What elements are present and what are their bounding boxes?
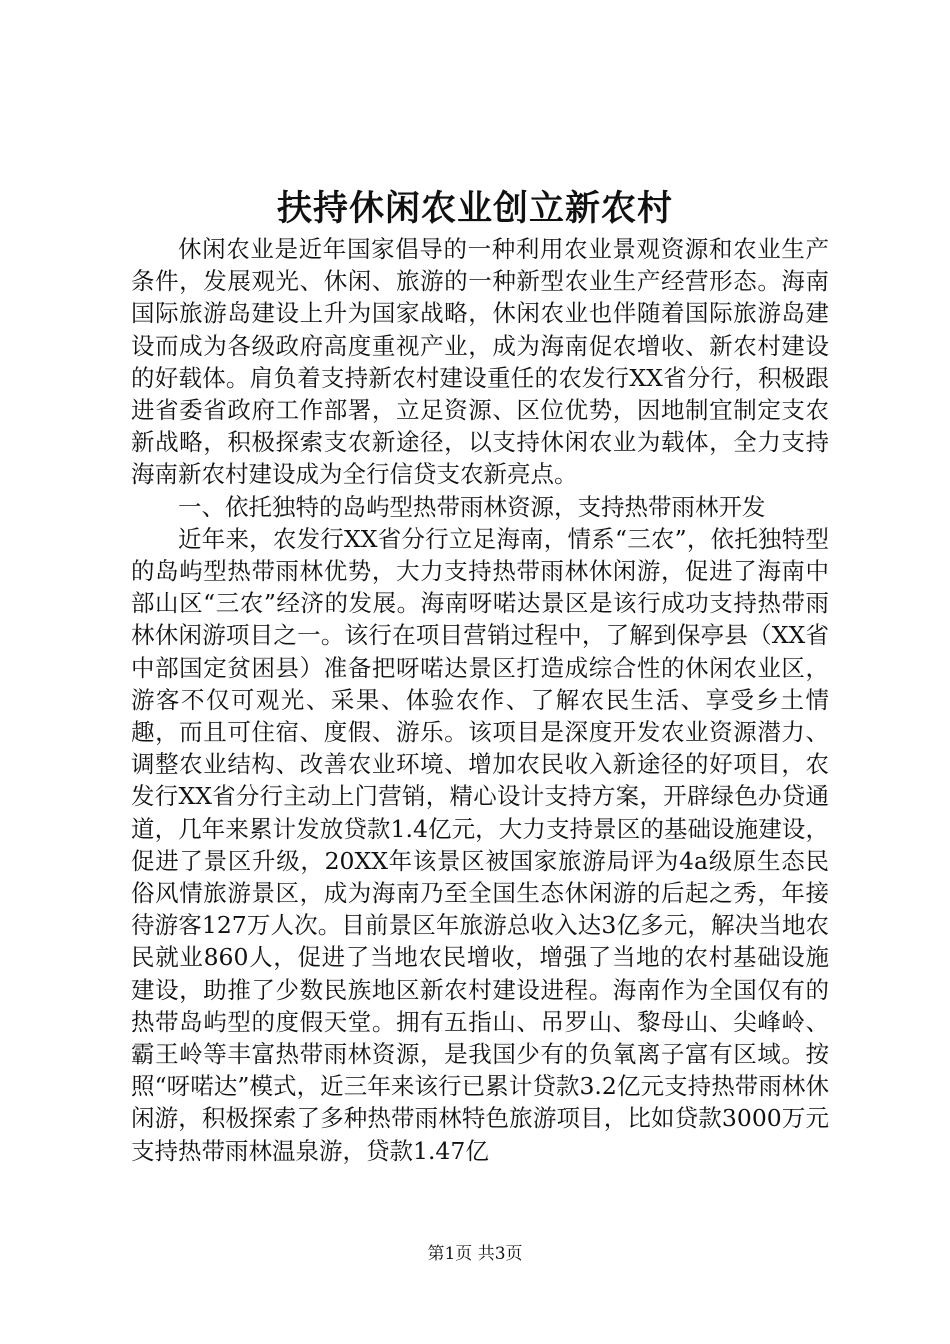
document-title: 扶持休闲农业创立新农村: [276, 188, 673, 229]
paragraph-intro: 休闲农业是近年国家倡导的一种利用农业景观资源和农业生产条件，发展观光、休闲、旅游的一种新型农业生产经营形态。海南国际旅游岛建设上升为国家战略，休闲农业也伴随着国际旅游岛建设而成为各级政府高度重视产业，成为海南促农增收、新农村建设的好载体。肩负着支持新农村建设重任的农发行XX省分行，积极跟进省委省政府工作部署，立足资源、区位优势，因地制宜制定支农新战略，积极探索支农新途径，以支持休闲农业为载体，全力支持海南新农村建设成为全行信贷支农新亮点。: [131, 235, 829, 489]
document-body: [131, 233, 829, 1167]
page-indicator: 第1页 共3页: [427, 1244, 523, 1264]
paragraph-section-one: 近年来，农发行XX省分行立足海南，情系“三农”，依托独特型的岛屿型热带雨林优势，大力支持热带雨林休闲游，促进了海南中部山区“三农”经济的发展。海南呀喏达景区是该行成功支持热带雨林休闲游项目之一。该行在项目营销过程中，了解到保亭县（XX省中部国定贫困县）准备把呀喏达景区打造成综合性的休闲农业区，游客不仅可观光、采果、体验农作、了解农民生活、享受乡土情趣，而且可住宿、度假、游乐。该项目是深度开发农业资源潜力、调整农业结构、改善农业环境、增加农民收入新途径的好项目，农发行XX省分行主动上门营销，精心设计支持方案，开辟绿色办贷通道，几年来累计发放贷款1.4亿元，大力支持景区的基础设施建设，促进了景区升级，20XX年该景区被国家旅游局评为4a级原生态民俗风情旅游景区，成为海南乃至全国生态休闲游的后起之秀，年接待游客127万人次。目前景区年旅游总收入达3亿多元，解决当地农民就业860人，促进了当地农民增收，增强了当地的农村基础设施建设，助推了少数民族地区新农村建设进程。海南作为全国仅有的热带岛屿型的度假天堂。拥有五指山、吊罗山、黎母山、尖峰岭、霸王岭等丰富热带雨林资源，是我国少有的负氧离子富有区域。按照“呀喏达”模式，近三年来该行已累计贷款3.2亿元支持热带雨林休闲游，积极探索了多种热带雨林特色旅游项目，比如贷款3000万元支持热带雨林温泉游，贷款1.47亿: [131, 524, 829, 1165]
section-heading: 一、依托独特的岛屿型热带雨林资源，支持热带雨林开发: [178, 492, 766, 521]
